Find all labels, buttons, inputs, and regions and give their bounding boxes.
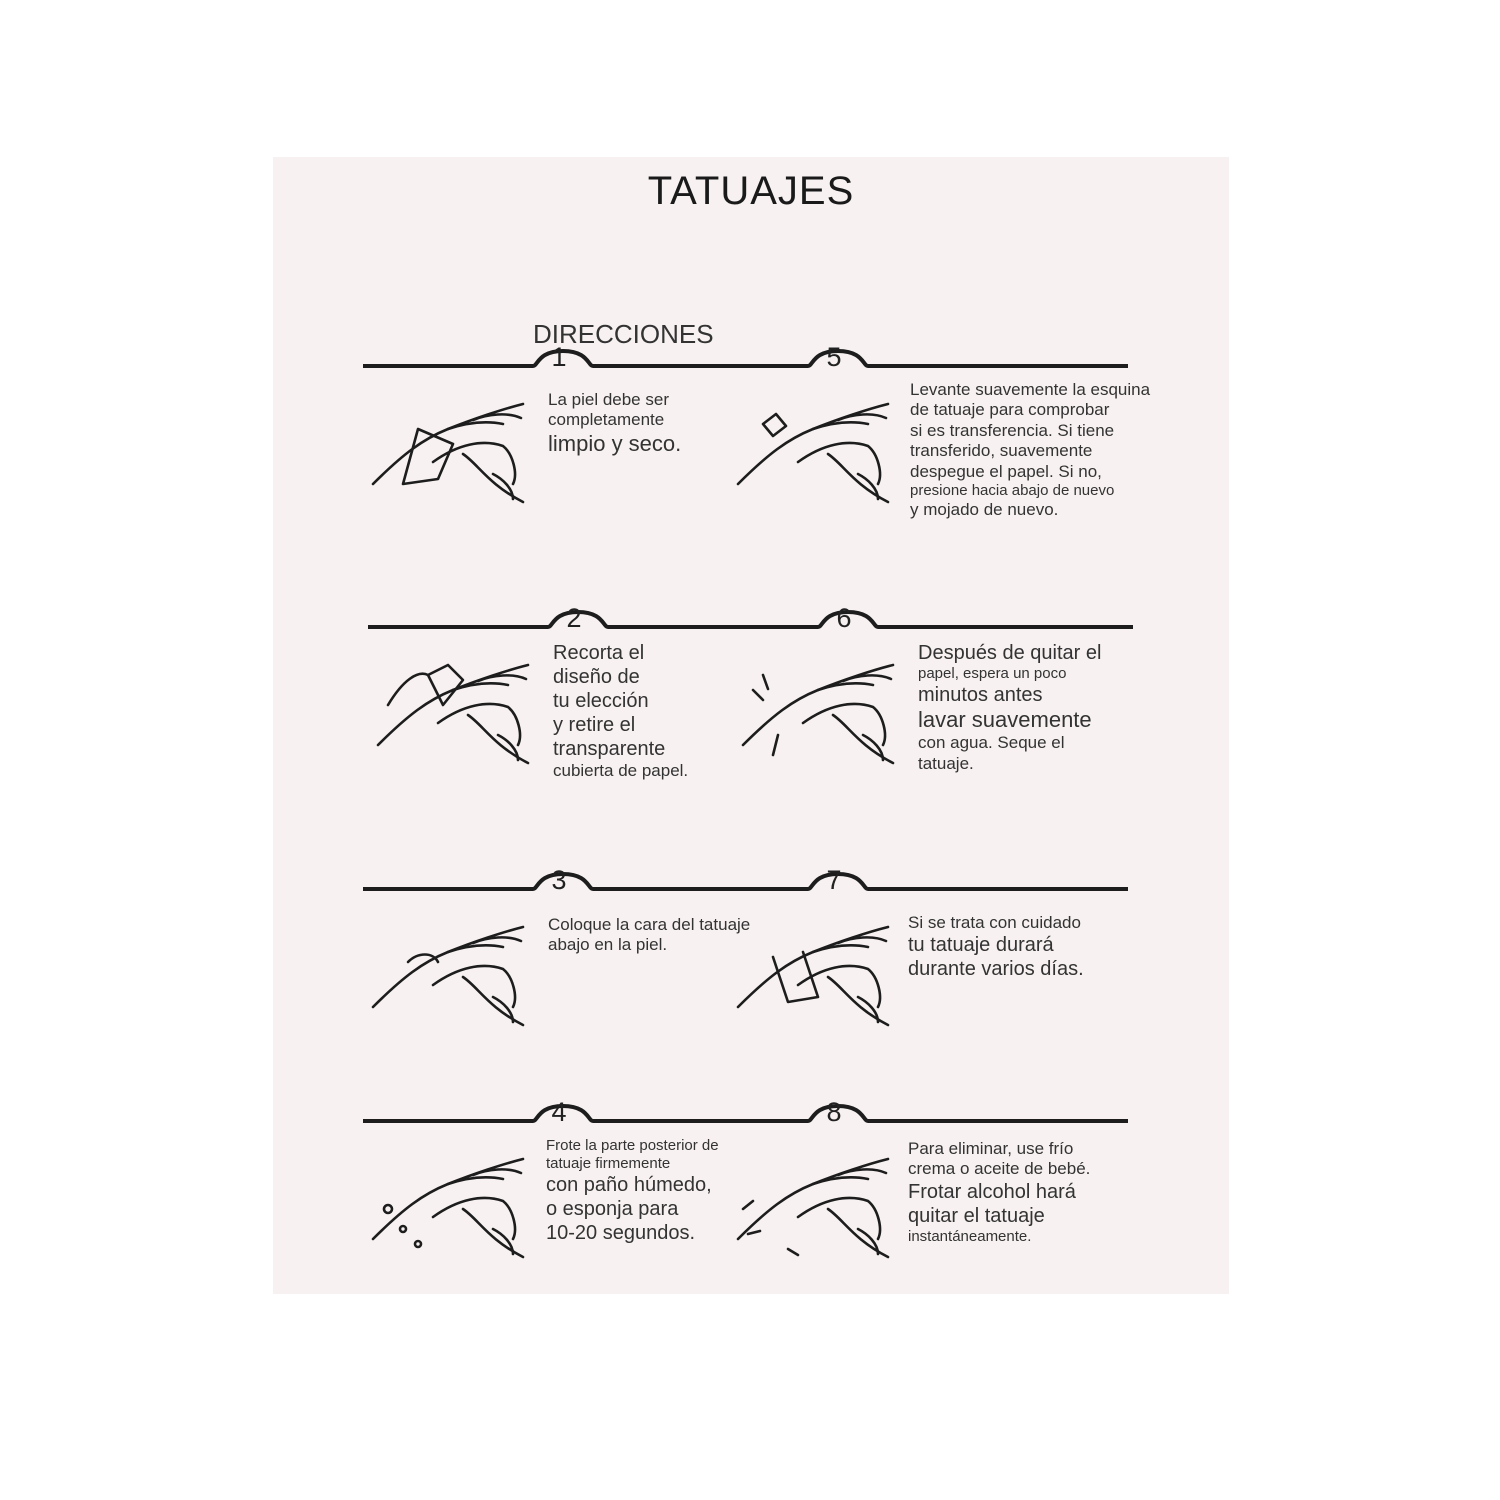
hand-removing-tattoo-icon (728, 1139, 903, 1274)
step-text-line: tatuaje firmemente (546, 1155, 671, 1172)
step-number: 2 (566, 603, 582, 633)
step-text (908, 913, 1084, 981)
hand-placing-tattoo-icon (363, 907, 538, 1042)
step-text-line: abajo en la piel. (548, 935, 668, 955)
hand-washing-icon (733, 645, 908, 780)
step-divider (728, 1117, 1148, 1127)
hands-cutting-design-icon (368, 645, 543, 780)
step-text-line: Levante suavemente la esquina (910, 380, 1151, 399)
step-divider (728, 885, 1148, 895)
step-7 (728, 865, 1208, 1135)
step-divider (733, 623, 1153, 633)
step-text (553, 641, 688, 781)
section-subtitle: DIRECCIONES (533, 319, 714, 349)
hand-peeling-corner-icon (728, 384, 903, 519)
step-text-line: Si se trata con cuidado (908, 913, 1081, 932)
step-text-line: con paño húmedo, (546, 1174, 712, 1196)
step-text-line: y retire el (553, 714, 636, 736)
step-text-line: transparente (553, 738, 666, 760)
step-text-line: Frotar alcohol hará (908, 1180, 1076, 1203)
step-text (910, 380, 1150, 520)
step-text-line: minutos antes (918, 684, 1043, 706)
step-text-line: crema o aceite de bebé. (908, 1159, 1091, 1179)
hand-care-icon (728, 907, 903, 1042)
step-5 (728, 342, 1208, 612)
step-text-line: tu elección (553, 690, 649, 712)
step-number: 6 (836, 603, 852, 633)
step-text-line: o esponja para (546, 1198, 679, 1220)
step-6 (733, 603, 1213, 873)
step-text-line: 10-20 segundos. (546, 1222, 696, 1244)
step-text-line: si es transferencia. Si tiene (910, 420, 1115, 440)
step-text-line: tatuaje. (918, 753, 974, 773)
instruction-sheet (273, 157, 1229, 1294)
step-number: 8 (826, 1097, 842, 1127)
step-text-line: Recorta el (553, 642, 645, 664)
step-text-line: despegue el papel. Si no, (910, 461, 1102, 481)
step-text-line: lavar suavemente (918, 707, 1092, 732)
step-text-line: Frote la parte posterior de (546, 1137, 719, 1154)
step-text (918, 641, 1101, 774)
step-text (548, 390, 681, 457)
step-text-line: Para eliminar, use frío (908, 1139, 1074, 1158)
step-text-line: transferido, suavemente (910, 441, 1093, 461)
step-text-line: quitar el tatuaje (908, 1204, 1045, 1227)
step-text-line: papel, espera un poco (918, 665, 1067, 682)
step-text-line: diseño de (553, 666, 640, 688)
step-number: 7 (826, 865, 842, 895)
hand-wet-cloth-icon (363, 1139, 538, 1274)
step-number: 5 (826, 342, 842, 372)
step-text (908, 1139, 1090, 1246)
step-text (546, 1137, 719, 1245)
page-title: TATUAJES (647, 169, 855, 213)
step-text-line: La piel debe ser (548, 390, 669, 409)
step-text-line: durante varios días. (908, 958, 1084, 981)
step-text-line: limpio y seco. (548, 430, 682, 456)
step-text-line: Coloque la cara del tatuaje (548, 915, 751, 934)
step-text-line: tu tatuaje durará (908, 934, 1054, 957)
step-text-line: Después de quitar el (918, 642, 1102, 664)
step-8 (728, 1097, 1208, 1367)
step-text-line: cubierta de papel. (553, 761, 689, 780)
step-divider (728, 362, 1148, 372)
step-number: 1 (551, 342, 567, 372)
step-text-line: con agua. Seque el (918, 733, 1065, 753)
step-text-line: de tatuaje para comprobar (910, 400, 1110, 420)
step-text-line: completamente (548, 410, 665, 430)
step-text-line: presione hacia abajo de nuevo (910, 481, 1115, 499)
step-text (548, 915, 750, 956)
step-text-line: instantáneamente. (908, 1227, 1032, 1245)
hands-drying-skin-icon (363, 384, 538, 519)
step-number: 4 (551, 1097, 567, 1127)
step-text-line: y mojado de nuevo. (910, 499, 1059, 519)
step-number: 3 (551, 865, 567, 895)
